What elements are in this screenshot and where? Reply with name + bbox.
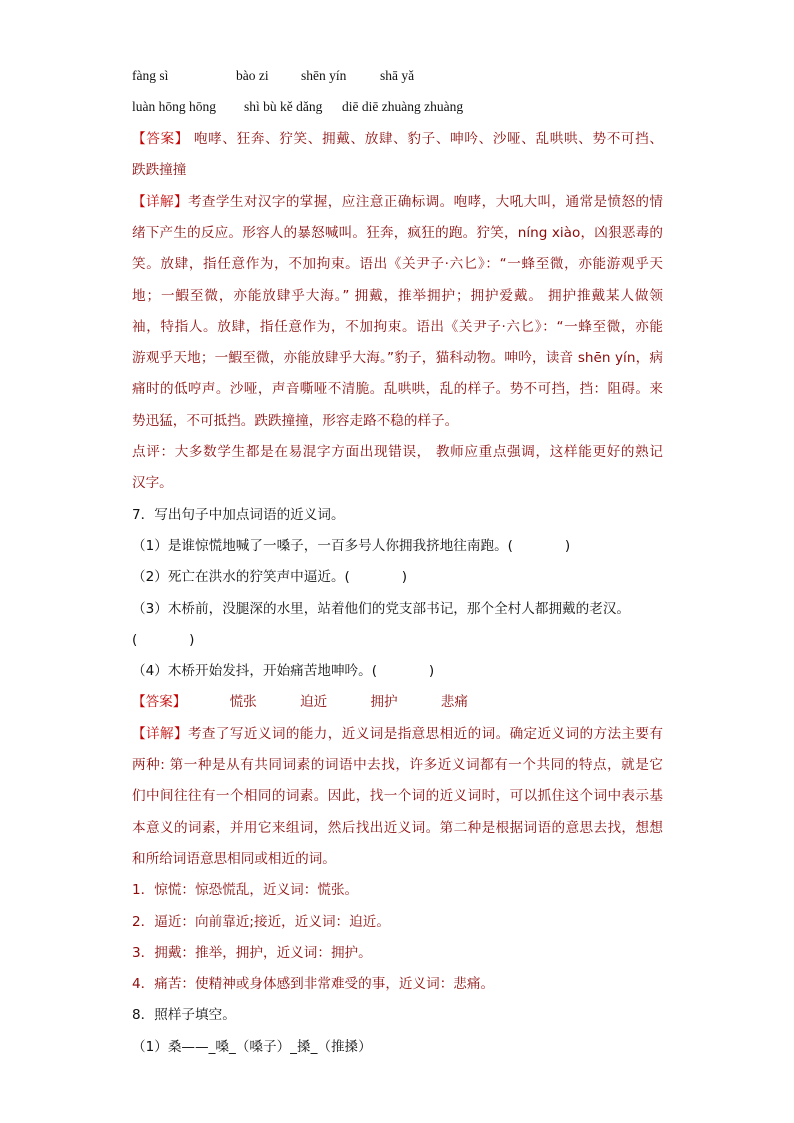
text-line bbox=[132, 567, 663, 587]
line-text: 地；一鰕至微，亦能放肆乎大海。” 拥戴，推举拥护；拥护爱戴。 拥护推戴某人做领 bbox=[132, 287, 663, 304]
text-line bbox=[132, 379, 663, 399]
line-text: 咆哮、狂奔、狞笑、拥戴、放肆、豹子、呻吟、沙哑、乱哄哄、势不可挡、 bbox=[188, 131, 663, 147]
text-line bbox=[132, 912, 663, 932]
text-line bbox=[132, 442, 663, 462]
line-text: 们中间往往有一个相同的词素。因此，找一个词的近义词时，可以抓住这个词中表示基 bbox=[132, 788, 663, 805]
text-line bbox=[132, 254, 663, 274]
section-label: 【答案】 bbox=[132, 131, 189, 147]
pinyin-item: shēn yín bbox=[301, 68, 347, 83]
section-label: 【详解】 bbox=[132, 725, 188, 742]
text-line bbox=[132, 129, 663, 149]
text-line bbox=[132, 192, 663, 212]
pinyin-item: luàn hōng hōng bbox=[132, 99, 216, 114]
line-text: 势迅猛，不可抵挡。跌跌撞撞，形容走路不稳的样子。 bbox=[132, 412, 459, 429]
text-line bbox=[132, 786, 663, 806]
text-line bbox=[132, 160, 663, 180]
section-label: 【详解】 bbox=[132, 193, 188, 210]
line-text: （2）死亡在洪水的狞笑声中逼近。( ) bbox=[132, 569, 408, 586]
text-line bbox=[132, 1005, 663, 1025]
line-text: 两种: 第一种是从有共同词素的词语中去找，许多近义词都有一个共同的特点，就是它 bbox=[132, 757, 663, 773]
line-text: （3）木桥前，没腿深的水里，站着他们的党支部书记，那个全村人都拥戴的老汉。 bbox=[132, 600, 631, 617]
line-text: 笑。放肆，指任意作为，不加拘束。语出《关尹子·六匕》：“一蜂至微，亦能游观乎天 bbox=[132, 256, 663, 273]
pinyin-item: shì bù kě dǎng bbox=[244, 99, 323, 114]
line-text: 2．逼近：向前靠近;接近，近义词：迫近。 bbox=[132, 913, 390, 930]
text-line bbox=[132, 599, 663, 619]
line-text: 点评：大多数学生都是在易混字方面出现错误， 教师应重点强调，这样能更好的熟记 bbox=[132, 444, 663, 460]
line-text: 游观乎天地；一鰕至微，亦能放肆乎大海。”豹子，猫科动物。呻吟，读音 shēn yín，病 bbox=[132, 350, 663, 367]
line-text: 考查了写近义词的能力，近义词是指意思相近的词。确定近义词的方法主要有 bbox=[187, 725, 663, 742]
text-line bbox=[132, 880, 663, 900]
line-text: 考查学生对汉字的掌握，应注意正确标调。咆哮，大吼大叫，通常是愤怒的情 bbox=[187, 193, 663, 210]
text-line bbox=[132, 849, 663, 869]
pinyin-item: fàng sì bbox=[132, 68, 169, 83]
line-text: 和所给词语意思相同或相近的词。 bbox=[132, 850, 336, 867]
line-text: 本意义的词素，并用它来组词，然后找出近义词。第二种是根据词语的意思去找，想想 bbox=[132, 819, 663, 836]
line-text: （1）是谁惊慌地喊了一嗓子，一百多号人你拥我挤地往南跑。( ) bbox=[132, 537, 571, 554]
line-text: （1）桑——_嗓_（嗓子）_搡_（推搡） bbox=[132, 1038, 372, 1055]
line-text: 绪下产生的反应。形容人的暴怒喊叫。狂奔，疯狂的跑。狞笑，níng xiào，凶狠恶毒的 bbox=[132, 224, 663, 241]
line-text: ( ) bbox=[132, 631, 195, 648]
pinyin-item: shā yǎ bbox=[380, 68, 415, 83]
text-line bbox=[132, 536, 663, 556]
line-text: 8．照样子填空。 bbox=[132, 1007, 236, 1024]
text-line bbox=[132, 755, 663, 775]
text-line bbox=[132, 818, 663, 838]
line-text: 汉字。 bbox=[132, 475, 173, 492]
line-text: 7．写出句子中加点词语的近义词。 bbox=[132, 506, 345, 523]
pinyin-item: diē diē zhuàng zhuàng bbox=[342, 99, 464, 114]
text-line bbox=[132, 661, 663, 681]
pinyin-item: bào zi bbox=[236, 68, 269, 83]
line-text: 痛时的低哼声。沙哑，声音嘶哑不清脆。乱哄哄，乱的样子。势不可挡，挡：阻碍。来 bbox=[132, 381, 663, 398]
text-line bbox=[132, 505, 663, 525]
text-line bbox=[132, 1037, 663, 1057]
line-text: 1．惊慌：惊恐慌乱，近义词：慌张。 bbox=[132, 882, 359, 899]
text-line bbox=[132, 974, 663, 994]
line-text: 袖，特指人。放肆，指任意作为，不加拘束。语出《关尹子·六匕》：“一蜂至微，亦能 bbox=[132, 318, 663, 335]
text-line bbox=[132, 411, 663, 431]
text-line bbox=[132, 473, 663, 493]
text-line bbox=[132, 286, 663, 306]
text-line bbox=[132, 317, 663, 337]
line-text: 慌张 迫近 拥护 悲痛 bbox=[186, 694, 468, 711]
text-line bbox=[132, 630, 663, 650]
text-line bbox=[132, 223, 663, 243]
line-text: 3．拥戴：推举，拥护，近义词：拥护。 bbox=[132, 944, 372, 961]
line-text: （4）木桥开始发抖，开始痛苦地呻吟。( ) bbox=[132, 663, 435, 680]
text-line bbox=[132, 348, 663, 368]
text-line bbox=[132, 724, 663, 744]
line-text: 跌跌撞撞 bbox=[132, 162, 187, 179]
line-text: 4．痛苦：使精神或身体感到非常难受的事，近义词：悲痛。 bbox=[132, 976, 495, 993]
section-label: 【答案】 bbox=[132, 694, 187, 711]
text-line bbox=[132, 692, 663, 712]
text-line bbox=[132, 943, 663, 963]
